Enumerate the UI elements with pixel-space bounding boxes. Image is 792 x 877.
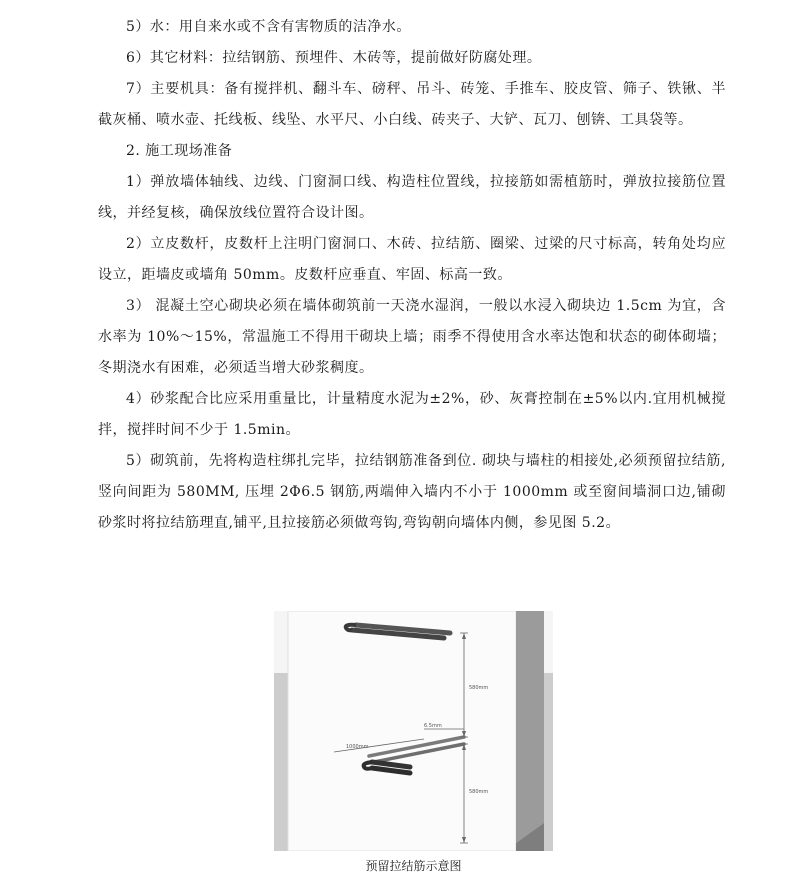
paragraph-layout-lines: 1）弹放墙体轴线、边线、门窗洞口线、构造柱位置线，拉接筋如需植筋时，弹放拉接筋位置线，并经复核，确保放线位置符合设计图。 <box>98 174 726 221</box>
dim-label-bottom: 580mm <box>469 789 489 795</box>
tie-bar-diagram <box>274 611 553 851</box>
paragraph-block-wetting: 3） 混凝土空心砌块必须在墙体砌筑前一天浇水湿润，一般以水浸入砌块边 1.5cm 为宜，含水率为 10%～15%，常温施工不得用干砌块上墙；雨季不得使用含水率达饱和状态的砌体砌墙；冬期浇水有困难，必须适当增大砂浆稠度。 <box>98 298 726 376</box>
text-body <box>98 12 726 539</box>
paragraph-tie-bars: 5）砌筑前，先将构造柱绑扎完毕，拉结钢筋准备到位. 砌块与墙柱的相接处,必须预留拉结筋,竖向间距为 580MM, 压埋 2Φ6.5 钢筋,两端伸入墙内不小于 1000mm 或至窗间墙洞口边,铺砌砂浆时将拉结筋理直,铺平,且拉接筋必须做弯钩,弯钩朝向墙体内侧，参见图 5.2。 <box>98 453 726 531</box>
paragraph-story-pole: 2）立皮数杆，皮数杆上注明门窗洞口、木砖、拉结筋、圈梁、过梁的尺寸标高，转角处均应设立，距墙皮或墙角 50mm。皮数杆应垂直、牢固、标高一致。 <box>98 236 726 283</box>
wall-side-face <box>516 611 544 843</box>
dim-label-diameter: 6.5mm <box>424 723 442 729</box>
paragraph-other-materials: 6）其它材料：拉结钢筋、预埋件、木砖等，提前做好防腐处理。 <box>126 50 542 66</box>
paragraph-water: 5）水：用自来水或不含有害物质的洁净水。 <box>126 19 411 35</box>
paragraph-mortar-mix: 4）砂浆配合比应采用重量比，计量精度水泥为±2%，砂、灰膏控制在±5%以内.宜用机械搅拌，搅拌时间不少于 1.5min。 <box>98 391 726 438</box>
dim-label-length: 1000mm <box>346 744 369 750</box>
figure-caption: 预留拉结筋示意图 <box>365 859 462 873</box>
diagram-svg <box>274 611 553 851</box>
dim-label-top: 580mm <box>469 685 489 691</box>
paragraph-main-tools: 7）主要机具：备有搅拌机、翻斗车、磅秤、吊斗、砖笼、手推车、胶皮管、筛子、铁锹、半截灰桶、喷水壶、托线板、线坠、水平尺、小白线、砖夹子、大铲、瓦刀、刨锛、工具袋等。 <box>98 81 726 128</box>
section-heading-site-prep: 2. 施工现场准备 <box>126 143 233 159</box>
wall-face <box>288 611 516 851</box>
